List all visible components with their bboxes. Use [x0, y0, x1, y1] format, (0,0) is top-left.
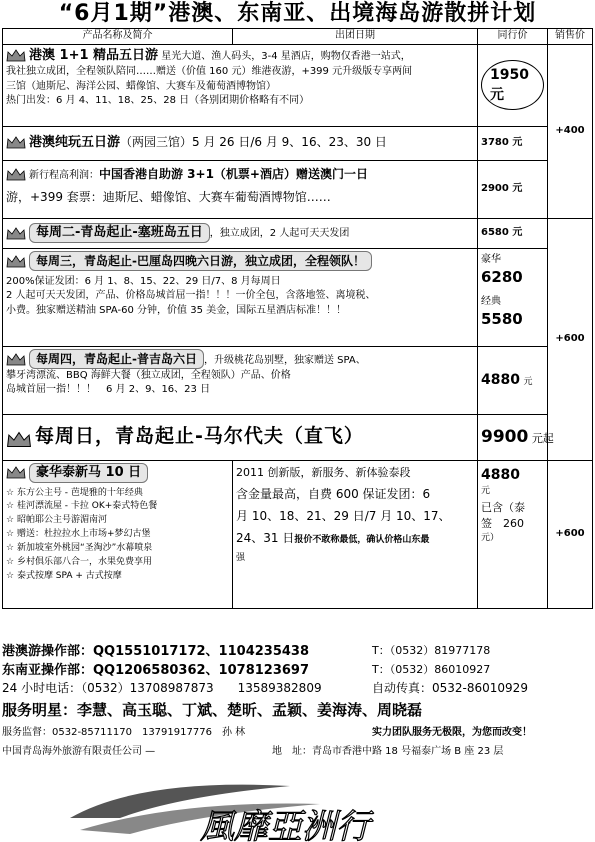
contact-row: 中国青岛海外旅游有限责任公司 — 地 址：青岛市香港中路 18 号福泰广场 B 座 23 层: [2, 746, 504, 757]
logo-text: 風靡亞洲行: [200, 807, 370, 842]
sale-price: +600: [548, 460, 593, 608]
table-row: [3, 414, 593, 460]
header-product: 产品名称及简介: [3, 29, 233, 45]
feature-list: [6, 487, 229, 585]
table-row: [3, 218, 593, 248]
table-row: [3, 460, 593, 608]
contact-footer: [2, 640, 592, 759]
product-name: 每周三，青岛起止-巴厘岛四晚六日游，独立成团，全程领队！: [29, 251, 372, 271]
hk-macau-1plus1-desc: 港澳 1+1 精品五日游 星光大道、渔人码头，3-4 星酒店，购物仅香港一站式， 我社独立成团，全程领队陪同……赠送（价值 160 元）维港夜游，+399 元升级版专享两间 三馆（迪斯尼、海洋公园、蜡像馆、大赛车及葡萄酒博物馆） 热门出发：6 月 4、11、18、25、28 日（各别团期价格略有不同）: [3, 44, 478, 126]
trade-price: 豪华 6280 经典 5580: [478, 248, 548, 346]
product-name: 每周四，青岛起止-普吉岛六日: [29, 349, 204, 369]
product-name: 每周日，青岛起止-马尔代夫（直飞）: [35, 425, 364, 448]
product-name: 豪华泰新马 10 日: [29, 463, 148, 483]
table-row: [3, 44, 593, 126]
header-date: 出团日期: [233, 29, 478, 45]
trade-price: 2900 元: [478, 160, 548, 218]
crown-icon: [6, 430, 32, 449]
list-item: ☆ 泰式按摩 SPA + 古式按摩: [6, 570, 229, 584]
product-name: 港澳 1+1 精品五日游: [29, 47, 159, 63]
list-item: ☆ 东方公主号 - 芭堤雅的十年经典: [6, 487, 229, 501]
product-name: 港澳纯玩五日游: [29, 134, 121, 150]
contact-row: 港澳游操作部：QQ1551017172、1104235438 T：（0532）81977178: [2, 643, 491, 659]
sale-price: +400: [548, 44, 593, 218]
crown-icon: [6, 352, 26, 367]
hk-self-guided-desc: 新行程高利润：中国香港自助游 3+1（机票+酒店）赠送澳门一日 游，+399 套票：迪斯尼、蜡像馆、大赛车葡萄酒博物馆……: [3, 160, 478, 218]
table-row: [3, 126, 593, 160]
sale-price: +600: [548, 218, 593, 460]
table-row: [3, 160, 593, 218]
table-row: [3, 346, 593, 414]
list-item: ☆ 新加坡室外桃园“圣淘沙”水幕喷泉: [6, 542, 229, 556]
crown-icon: [6, 167, 26, 182]
trade-price: 6580 元: [478, 218, 548, 248]
crown-icon: [6, 254, 26, 269]
trade-price: 4880 元: [478, 346, 548, 414]
trade-price: 3780 元: [478, 126, 548, 160]
saipan-desc: 每周二-青岛起止-塞班岛五日 ，独立成团，2 人起可天天发团: [3, 218, 478, 248]
maldives-desc: [3, 414, 478, 460]
crown-icon: [6, 226, 26, 241]
trade-price: 9900 元起: [478, 414, 593, 460]
service-stars: 服务明星：李慧、高玉聪、丁斌、楚昕、孟颖、姜海涛、周晓磊: [2, 700, 423, 719]
product-table-wrapper: [2, 28, 592, 638]
table-row: [3, 248, 593, 346]
trade-price: 4880 元 已含（泰 签 260 元）: [478, 460, 548, 608]
phuket-desc: 每周四，青岛起止-普吉岛六日 ，升级桃花岛别墅，独家赠送 SPA、 攀牙湾漂流、BBQ 海鲜大餐（独立成团，全程领队）产品、价格 岛城首屈一指！！！ 6 月 2、9、16、23 日: [3, 346, 478, 414]
crown-icon: [6, 48, 26, 63]
crown-icon: [6, 465, 26, 480]
contact-row: 东南亚操作部：QQ1206580362、1078123697 T：（0532）86010927: [2, 662, 491, 678]
list-item: ☆ 乡村俱乐部八合一，水果免费享用: [6, 556, 229, 570]
thai-sg-my-desc: [3, 460, 233, 608]
trade-price: [478, 44, 548, 126]
contact-row: 24 小时电话：（0532）13708987873 13589382809 自动传真：0532-86010929: [2, 681, 528, 695]
list-item: ☆ 昭帕耶公主号游湄南河: [6, 514, 229, 528]
page-title: “6月1期”港澳、东南亚、出境海岛游散拼计划: [58, 1, 537, 26]
header-trade-price: 同行价: [478, 29, 548, 45]
company-logo: [60, 778, 560, 842]
highlight-price: 1950 元: [481, 60, 544, 111]
hk-macau-pure-desc: 港澳纯玩五日游（两园三馆）5 月 26 日/6 月 9、16、23、30 日: [3, 126, 478, 160]
bali-desc: 每周三，青岛起止-巴厘岛四晚六日游，独立成团，全程领队！ 200%保证发团：6 月 1、8、15、22、29 日/7、8 月每周日 2 人起可天天发团，产品、价格岛城首屈一指！！！一价全包，含落地签、离境税、 小费。独家赠送精油 SPA-60 分钟，价值 35 美金，国际五星酒店标准！！！: [3, 248, 478, 346]
table-header-row: [3, 29, 593, 45]
product-name: 每周二-青岛起止-塞班岛五日: [29, 223, 210, 243]
list-item: ☆ 桂河漂流屋 - 卡拉 OK+泰式特色餐: [6, 500, 229, 514]
contact-row: 服务监督：0532-85711170 13791917776 孙 林 实力团队服务无极限，为您而改变！: [2, 727, 532, 738]
list-item: ☆ 赠送：杜拉拉水上市场+梦幻古堡: [6, 528, 229, 542]
product-name: 中国香港自助游 3+1（机票+酒店）赠送澳门一日: [99, 166, 368, 181]
product-table: [2, 28, 593, 609]
thai-sg-my-dates: 2011 创新版，新服务、新体验泰段 含金量最高，自费 600 保证发团：6 月 10、18、21、29 日/7 月 10、17、 24、31 日报价不敢称最低，确认价格山东最 强: [233, 460, 478, 608]
crown-icon: [6, 135, 26, 150]
header-sale-price: 销售价: [548, 29, 593, 45]
